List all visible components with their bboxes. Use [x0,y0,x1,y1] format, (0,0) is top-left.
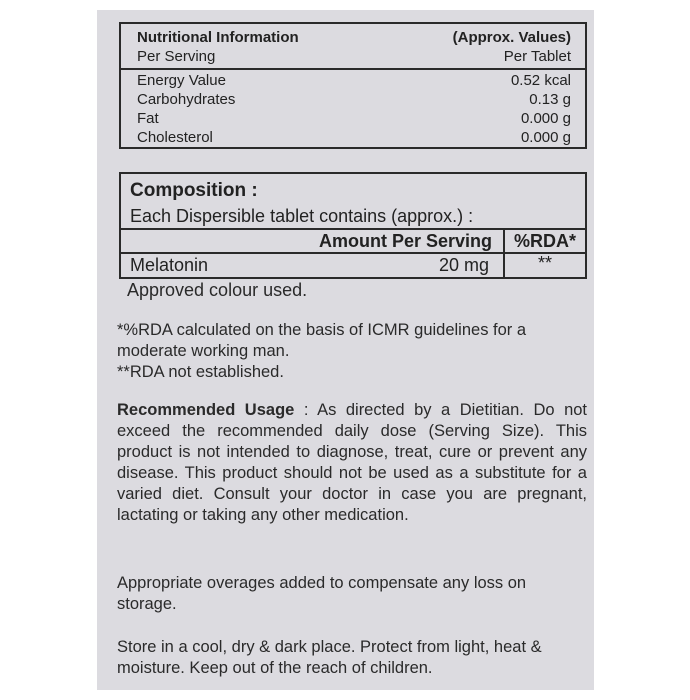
nutrient-name: Energy Value [137,72,226,89]
composition-subtitle: Each Dispersible tablet contains (approx.) : [130,206,474,226]
approved-colour-note: Approved colour used. [127,280,308,300]
composition-title: Composition : [130,180,258,201]
nutrition-row [137,110,571,128]
nutrient-value: 0.13 g [529,91,571,108]
ingredient-name: Melatonin [130,255,209,275]
divider [121,252,585,254]
nutrition-row [137,72,571,90]
nutrition-table-header [121,24,585,70]
storage-note: Store in a cool, dry & dark place. Protect from light, heat & moisture. Keep out of the reach of children. [117,638,542,677]
overages-note: Appropriate overages added to compensate any loss on storage. [117,574,527,613]
amount-column-header: Amount Per Serving [318,231,492,251]
nutrient-value: 0.000 g [520,129,571,146]
nutrient-name: Cholesterol [137,129,213,146]
rda-not-established-note: **RDA not established. [117,363,284,381]
per-tablet-label: Per Tablet [503,48,571,65]
rda-footnote: *%RDA calculated on the basis of ICMR guidelines for a moderate working man. [117,321,527,360]
per-serving-label: Per Serving [137,48,216,65]
nutrient-name: Carbohydrates [137,91,236,108]
usage-text: : As directed by a Dietitian. Do not exceed the recommended daily dose (Serving Size). This product is not intended to diagnose, treat, cure or prevent any disease. This product should not be used as a substitute for a varied diet. Consult your doctor in case you are pregnant, lactating or taking any other medication. [117,401,588,524]
nutrition-table [119,22,587,149]
nutrient-name: Fat [137,110,159,127]
recommended-usage [117,400,587,526]
nutrient-value: 0.000 g [520,110,571,127]
ingredient-amount: 20 mg [438,255,489,275]
rda-column-header: %RDA* [514,231,577,251]
nutrition-row [137,91,571,109]
usage-label: Recommended Usage [117,401,295,419]
nutrition-row [137,129,571,147]
ingredient-rda: ** [538,253,553,273]
nutrient-value: 0.52 kcal [510,72,571,89]
nutrition-approx-label: (Approx. Values) [452,29,571,46]
composition-table [119,172,587,279]
nutrition-title: Nutritional Information [137,29,299,46]
divider [121,228,585,230]
column-divider [503,228,505,277]
